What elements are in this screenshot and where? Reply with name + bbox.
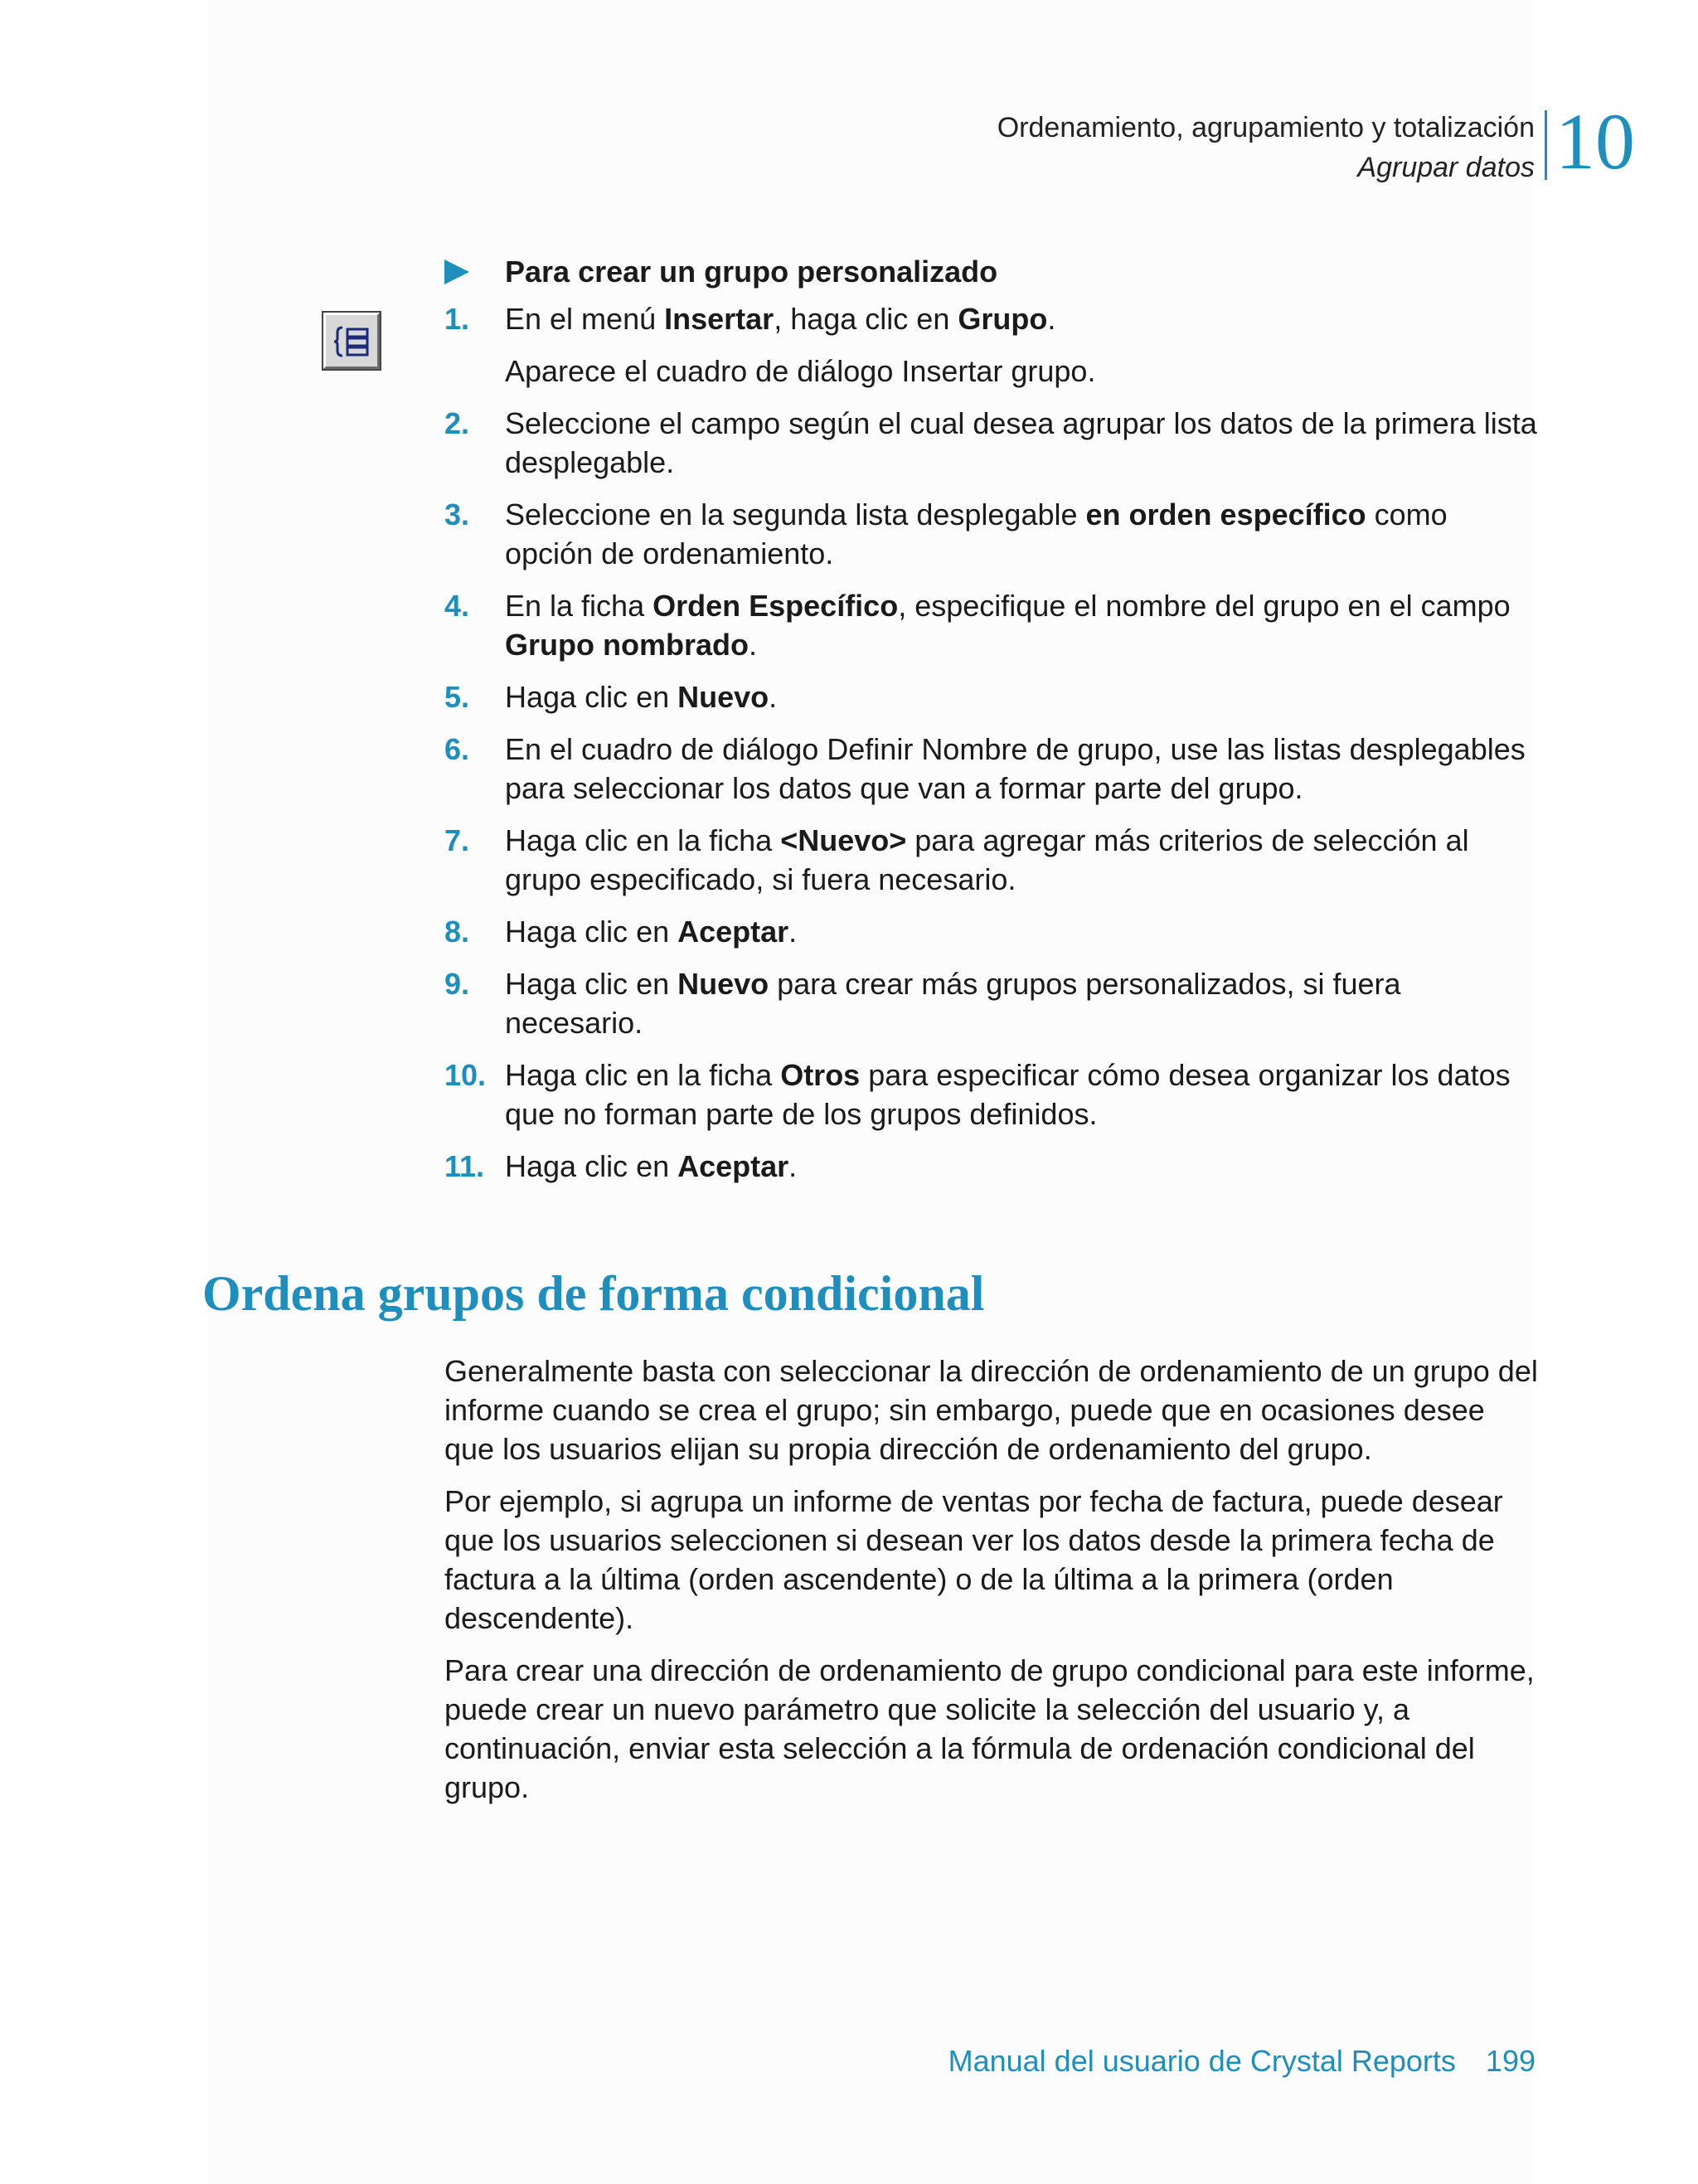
- step-7: [444, 821, 1539, 899]
- step-number: 10.: [444, 1058, 487, 1092]
- insert-group-icon: [323, 313, 380, 369]
- step-text: Seleccione en la segunda lista desplegable en orden específico como opción de ordenamiento.: [505, 497, 1448, 570]
- procedure: [444, 253, 1539, 1199]
- paragraph: Generalmente basta con seleccionar la dirección de ordenamiento de un grupo del informe cuando se crea el grupo; sin embargo, puede que en ocasiones desee que los usuarios elijan su propia dirección de ordenamiento del grupo.: [444, 1354, 1538, 1466]
- step-5: [444, 677, 1539, 716]
- step-text: Haga clic en Aceptar.: [505, 1149, 798, 1183]
- step-10: [444, 1056, 1539, 1133]
- step-number: 7.: [444, 823, 470, 857]
- step-text: En la ficha Orden Específico, especifique el nombre del grupo en el campo Grupo nombrado.: [505, 589, 1511, 662]
- chapter-divider: [1545, 110, 1547, 180]
- page-footer: [948, 2041, 1535, 2081]
- step-9: [444, 964, 1539, 1042]
- procedure-title: [444, 253, 1539, 291]
- step-text: Haga clic en la ficha <Nuevo> para agregar más criterios de selección al grupo especificado, si fuera necesario.: [505, 823, 1469, 896]
- step-number: 3.: [444, 497, 470, 531]
- step-number: 8.: [444, 915, 470, 949]
- step-text: En el menú Insertar, haga clic en Grupo.: [505, 302, 1056, 336]
- step-text: Seleccione el campo según el cual desea agrupar los datos de la primera lista desplegable.: [505, 406, 1537, 479]
- paragraph: Para crear una dirección de ordenamiento de grupo condicional para este informe, puede crear un nuevo parámetro que solicite la selección del usuario y, a continuación, enviar esta selección a la fórmula de ordenación condicional del grupo.: [444, 1653, 1535, 1804]
- section-heading: Ordena grupos de forma condicional: [202, 1266, 985, 1321]
- running-header: [997, 108, 1535, 187]
- step-8: [444, 912, 1539, 951]
- step-2: [444, 404, 1539, 482]
- step-text: En el cuadro de diálogo Definir Nombre de grupo, use las listas desplegables para seleccionar los datos que van a formar parte del grupo.: [505, 732, 1526, 805]
- step-text: Haga clic en Nuevo para crear más grupos personalizados, si fuera necesario.: [505, 967, 1401, 1040]
- procedure-title-text: Para crear un grupo personalizado: [505, 255, 998, 289]
- step-text: Haga clic en Nuevo.: [505, 680, 778, 714]
- step-number: 4.: [444, 589, 470, 623]
- step-1: [444, 299, 1539, 391]
- section-body: [444, 1352, 1539, 1820]
- step-number: 1.: [444, 302, 470, 336]
- section-title: Agrupar datos: [1357, 152, 1535, 183]
- step-text: Haga clic en Aceptar.: [505, 915, 798, 949]
- chapter-number: 10: [1555, 97, 1635, 186]
- step-4: [444, 586, 1539, 664]
- step-number: 2.: [444, 406, 470, 440]
- step-11: [444, 1147, 1539, 1186]
- step-number: 6.: [444, 732, 470, 766]
- triangle-bullet-icon: [444, 260, 469, 284]
- step-note: Aparece el cuadro de diálogo Insertar grupo.: [505, 354, 1096, 388]
- paragraph: Por ejemplo, si agrupa un informe de ventas por fecha de factura, puede desear que los usuarios seleccionen si desean ver los datos desde la primera fecha de factura a la última (orden ascendente) o de la última a la primera (orden descendente).: [444, 1484, 1503, 1635]
- step-text: Haga clic en la ficha Otros para especificar cómo desea organizar los datos que no forman parte de los grupos definidos.: [505, 1058, 1511, 1131]
- step-number: 5.: [444, 680, 470, 714]
- manual-title: Manual del usuario de Crystal Reports: [948, 2044, 1456, 2078]
- insert-group-glyph: [331, 320, 374, 363]
- step-number: 11.: [444, 1149, 485, 1183]
- chapter-title: Ordenamiento, agrupamiento y totalización: [997, 112, 1535, 143]
- page-number: 199: [1485, 2044, 1535, 2078]
- step-6: [444, 730, 1539, 808]
- step-3: [444, 495, 1539, 573]
- step-number: 9.: [444, 967, 470, 1001]
